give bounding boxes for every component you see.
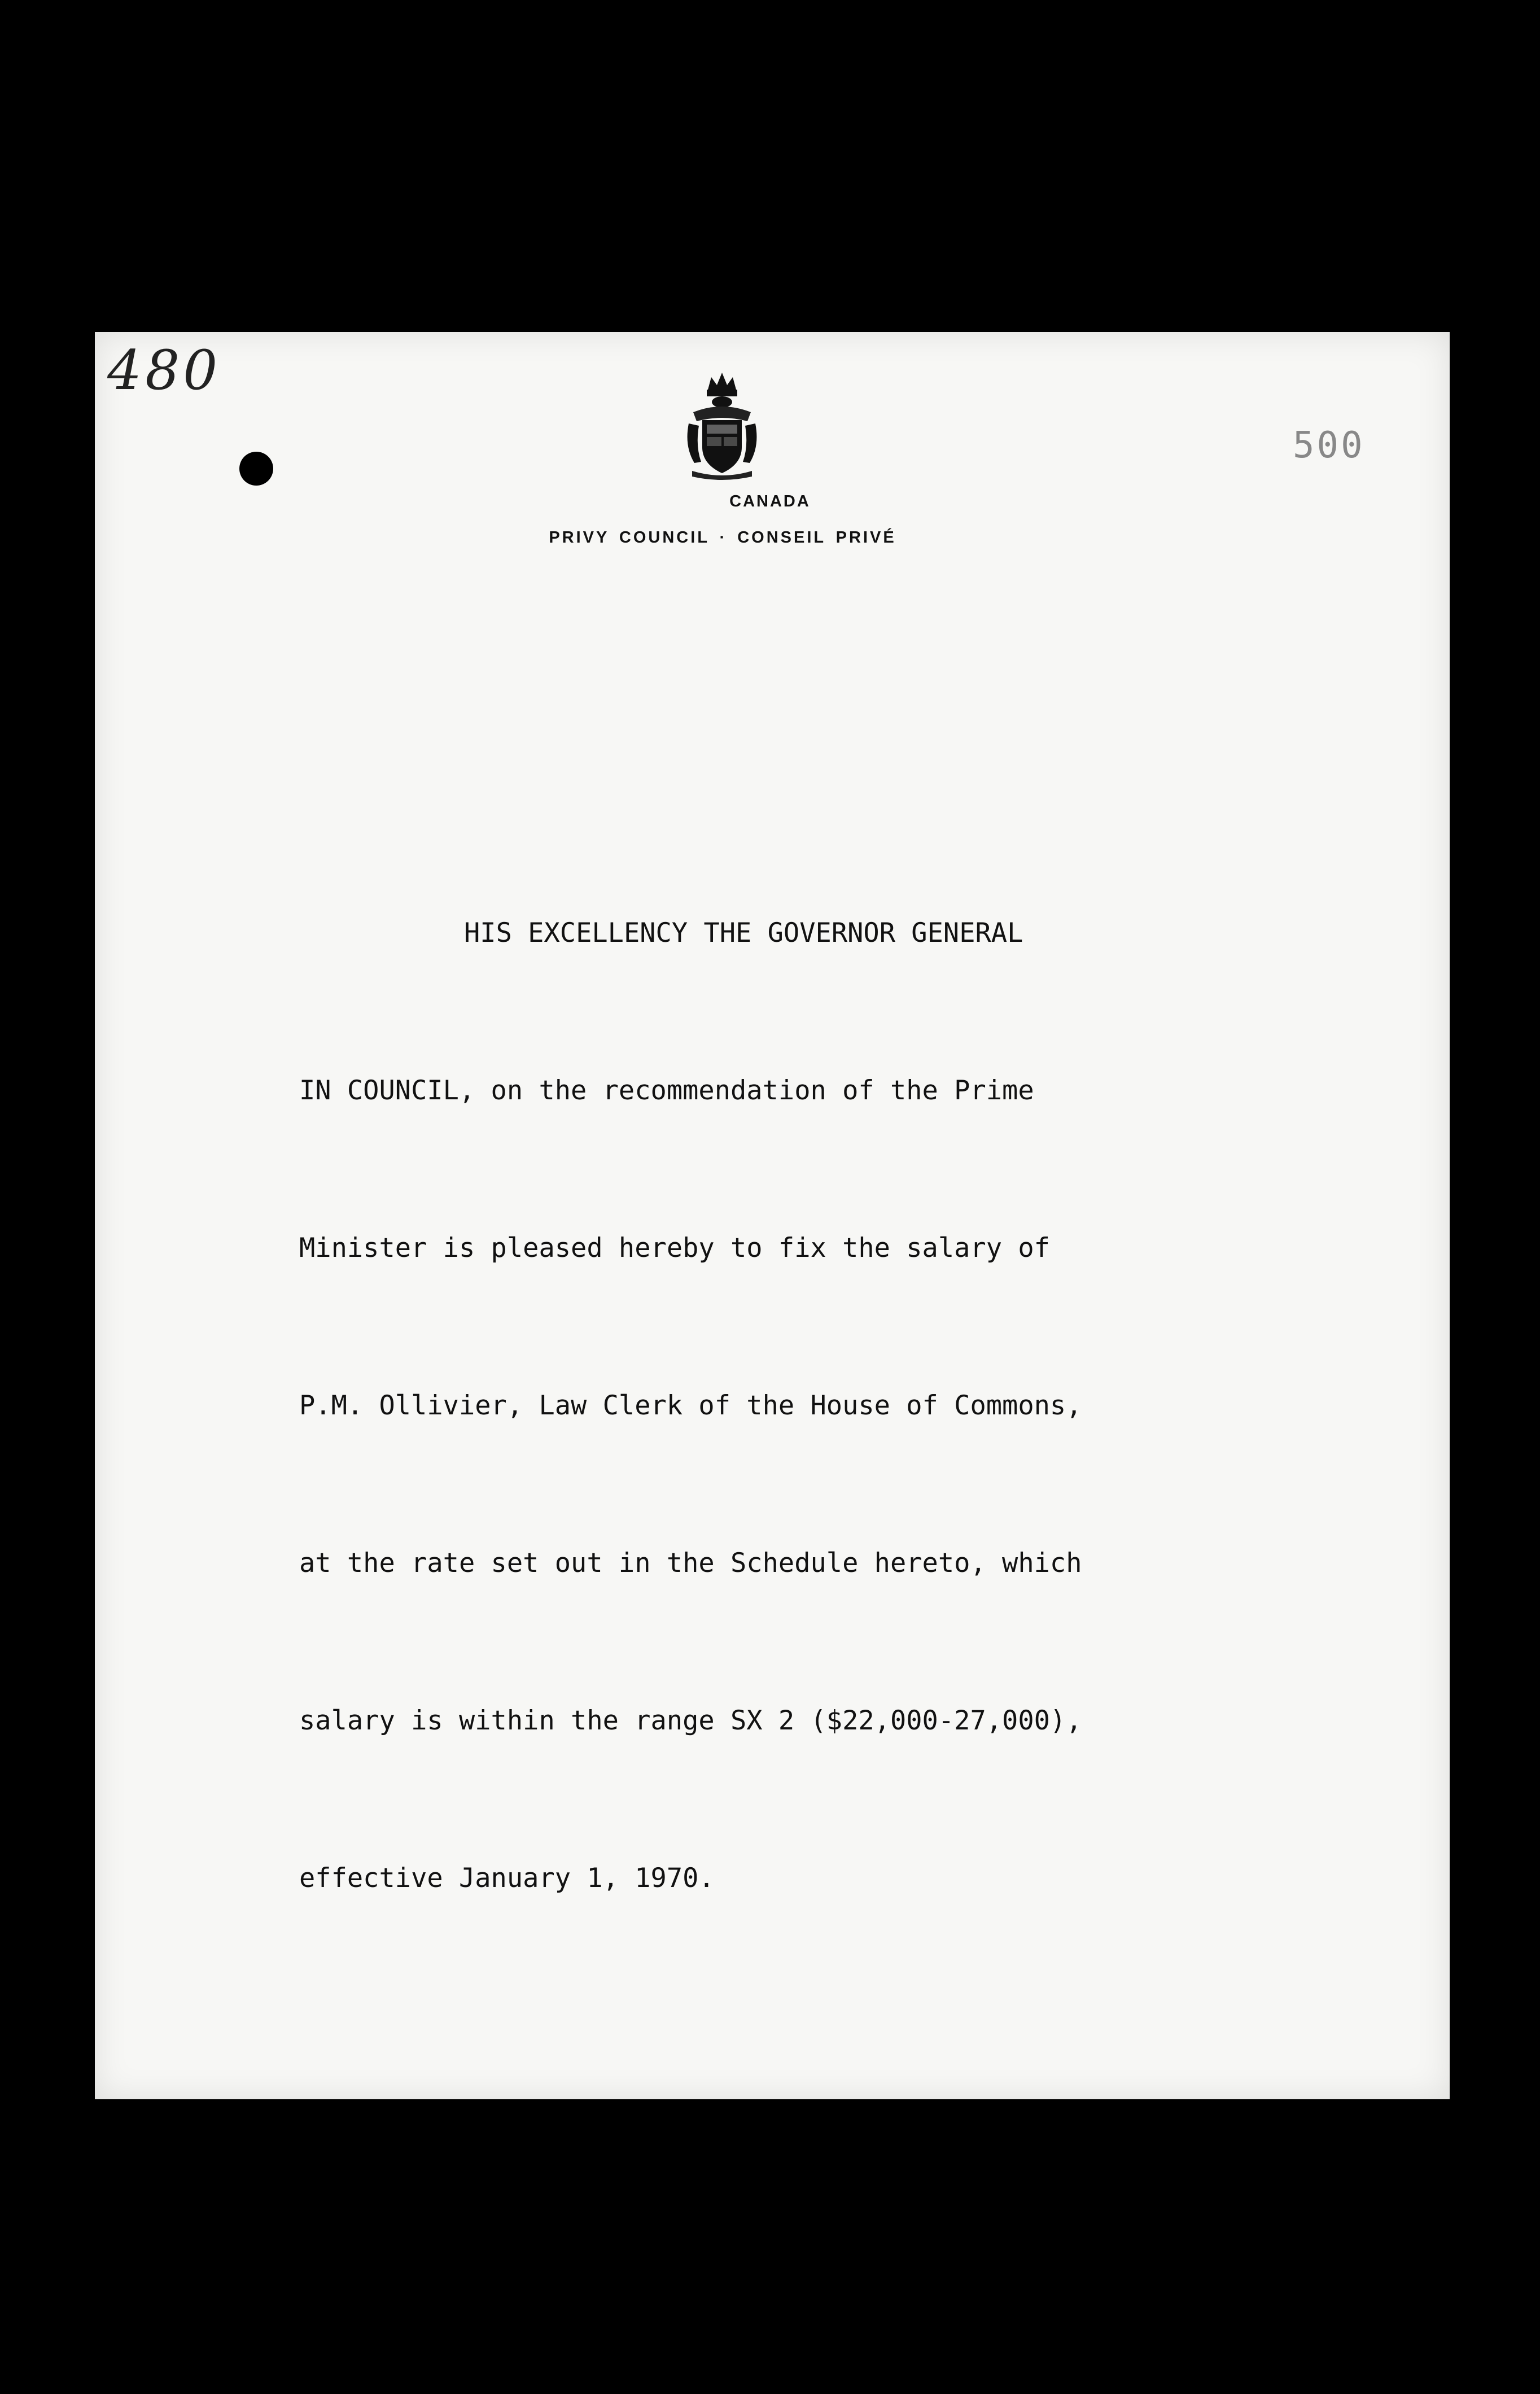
order-line: effective January 1, 1970. <box>299 1863 715 1894</box>
order-line: at the rate set out in the Schedule hereto, which <box>299 1548 1082 1579</box>
order-line: salary is within the range SX 2 ($22,000-27,000), <box>299 1705 1082 1736</box>
letterhead-country: CANADA <box>729 492 811 510</box>
handwritten-page-number: 480 <box>107 339 221 402</box>
order-line: P.M. Ollivier, Law Clerk of the House of Commons, <box>299 1390 1082 1421</box>
punch-hole <box>239 452 273 486</box>
order-line: IN COUNCIL, on the recommendation of the Prime <box>299 1075 1034 1106</box>
canada-coat-of-arms-icon <box>682 367 762 480</box>
order-line: Minister is pleased hereby to fix the salary of <box>299 1233 1050 1264</box>
order-line: HIS EXCELLENCY THE GOVERNOR GENERAL <box>464 918 1023 949</box>
order-in-council-text <box>299 802 1180 1957</box>
stamped-page-number: 500 <box>1293 425 1365 466</box>
letterhead-council: PRIVY COUNCIL · CONSEIL PRIVÉ <box>549 528 896 547</box>
